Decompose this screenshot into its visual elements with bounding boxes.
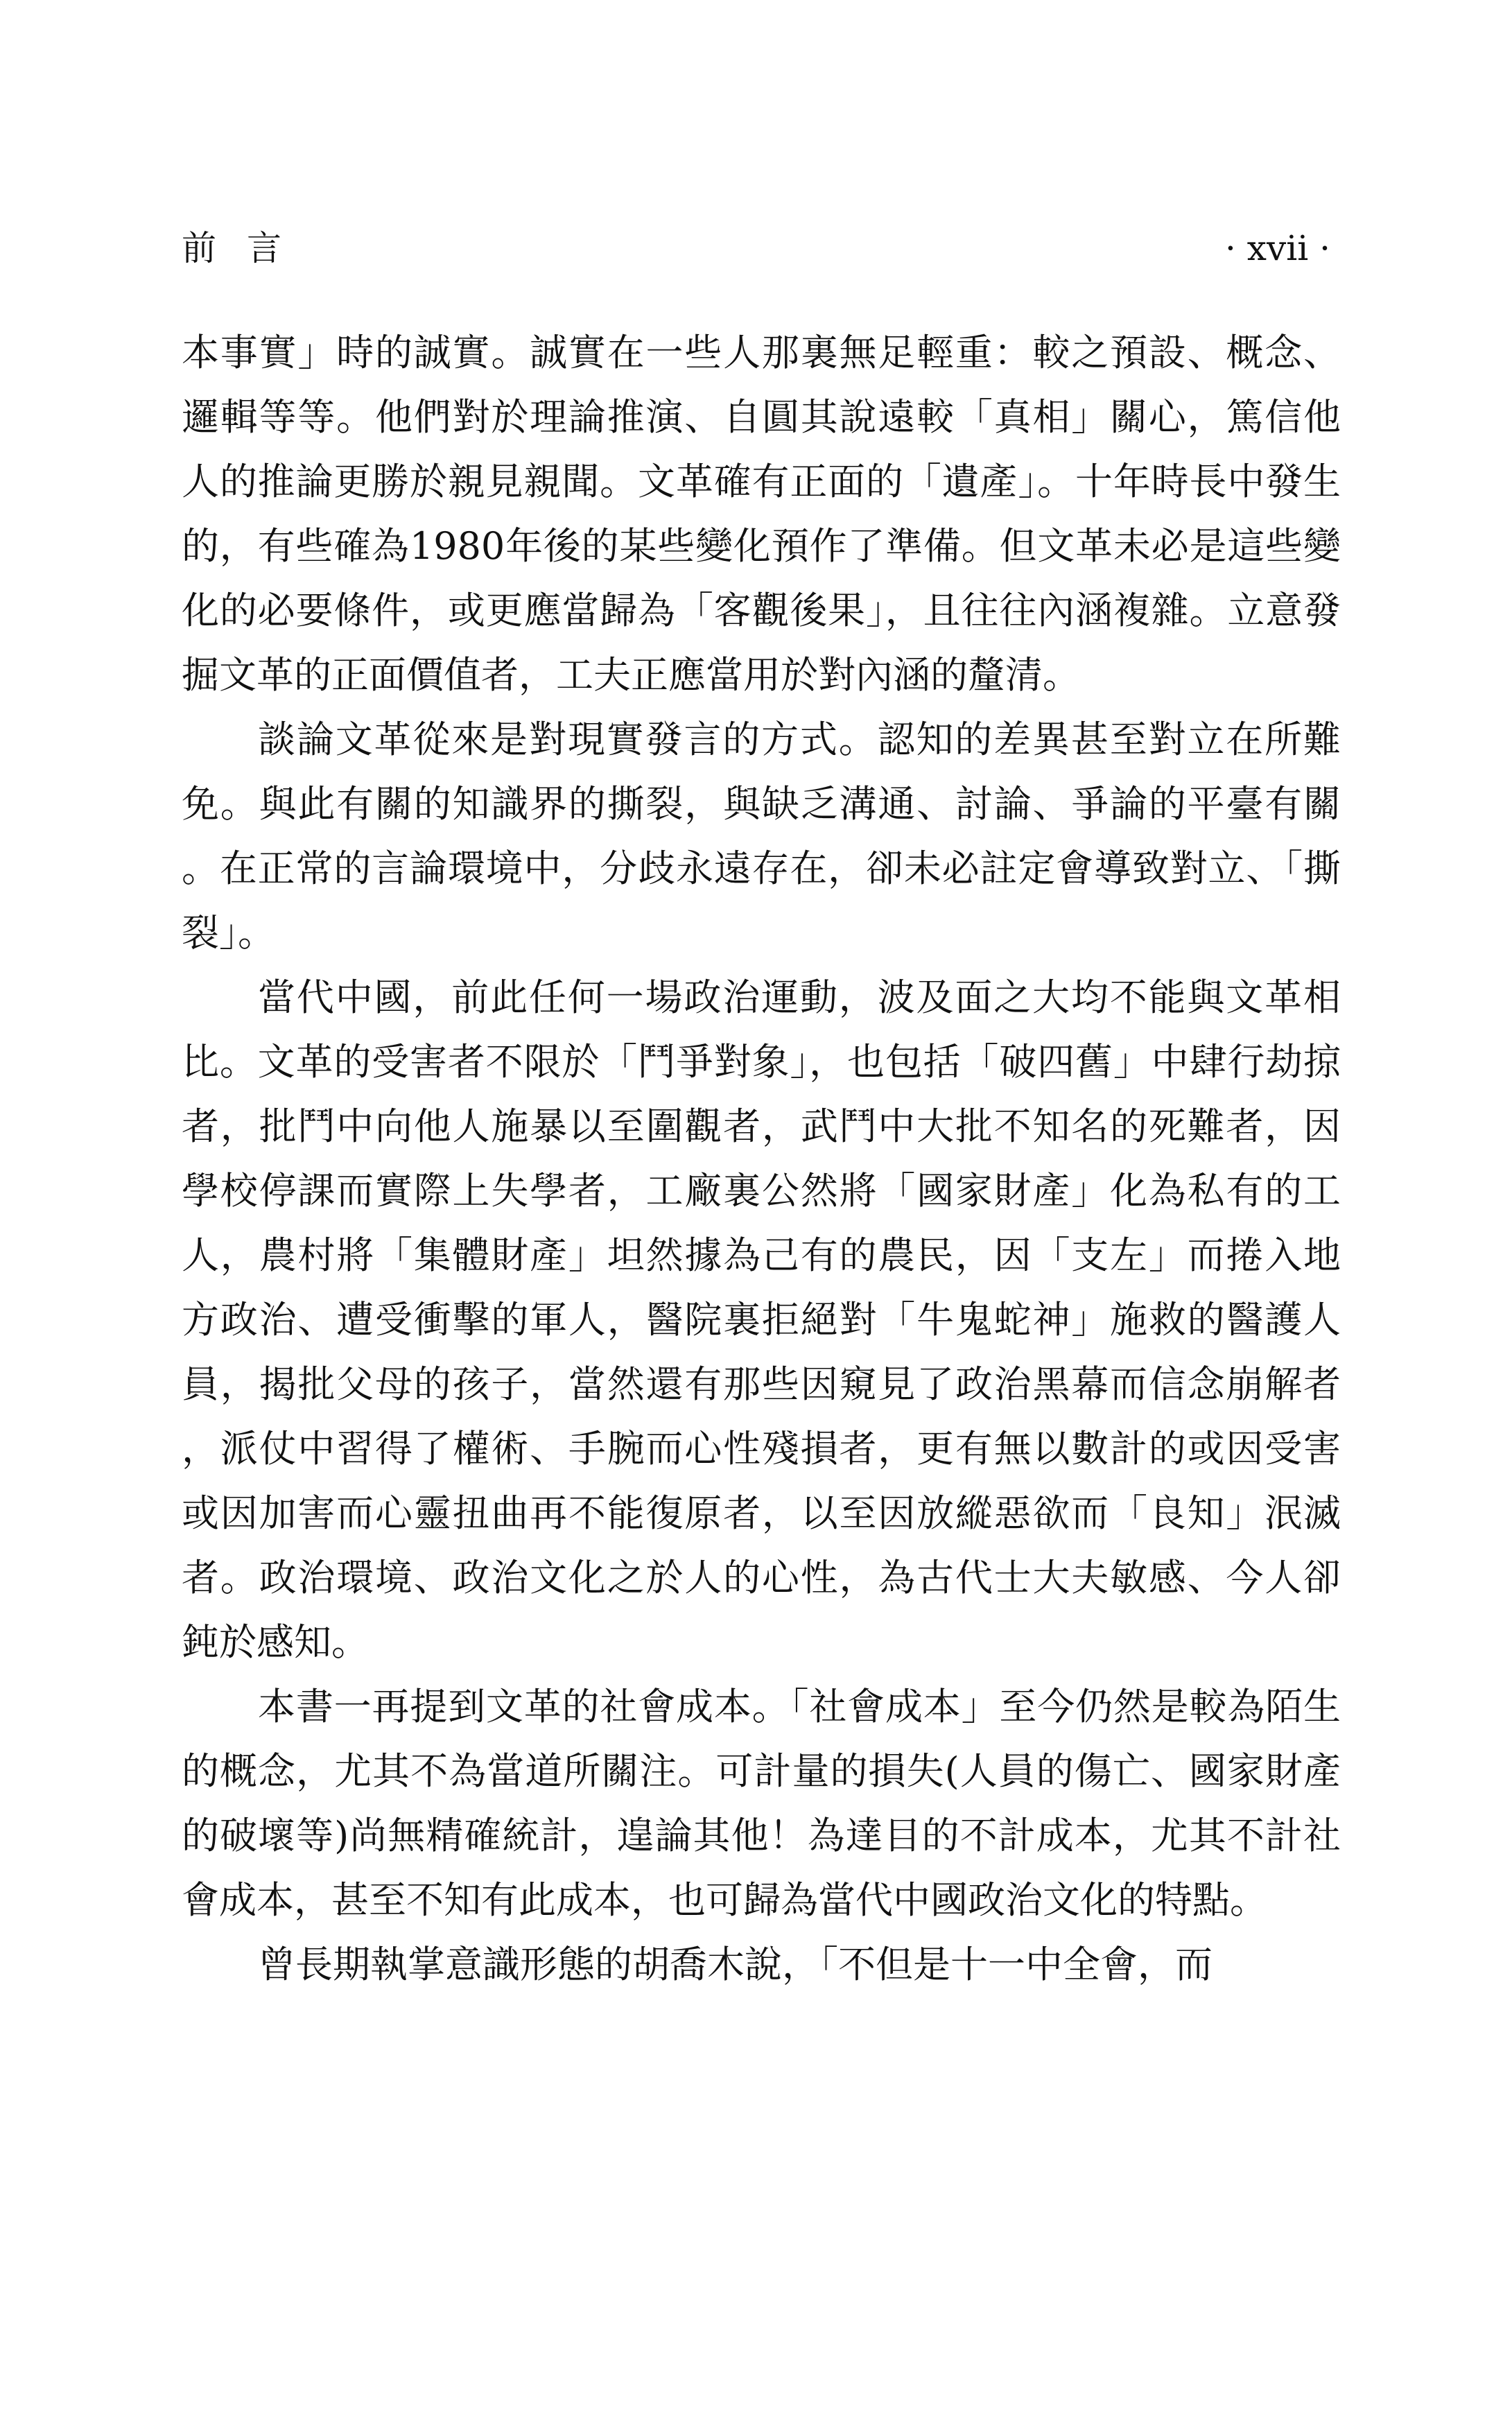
body-text — [182, 320, 1341, 1997]
page-number: · xvii · — [1224, 228, 1330, 268]
paragraph-3: 當代中國，前此任何一場政治運動，波及面之大均不能與文革相比。文革的受害者不限於「鬥爭對象」，也包括「破四舊」中肆行劫掠者，批鬥中向他人施暴以至圍觀者，武鬥中大批不知名的死難者，因學校停課而實際上失學者，工廠裏公然將「國家財產」化為私有的工人，農村將「集體財產」坦然據為己有的農民，因「支左」而捲入地方政治、遭受衝擊的軍人，醫院裏拒絕對「牛鬼蛇神」施救的醫護人員，揭批父母的孩子，當然還有那些因窺見了政治黑幕而信念崩解者，派仗中習得了權術、手腕而心性殘損者，更有無以數計的或因受害或因加害而心靈扭曲再不能復原者，以至因放縱惡欲而「良知」泯滅者。政治環境、政治文化之於人的心性，為古代士大夫敏感、今人卻鈍於感知。 — [182, 975, 1341, 1664]
section-title: 前言 — [182, 228, 312, 268]
running-head — [182, 220, 1330, 276]
paragraph-1: 本事實」時的誠實。誠實在一些人那裏無足輕重：較之預設、概念、邏輯等等。他們對於理論推演、自圓其說遠較「真相」關心，篤信他人的推論更勝於親見親聞。文革確有正面的「遺產」。十年時長中發生的，有些確為1980年後的某些變化預作了準備。但文革未必是這些變化的必要條件，或更應當歸為「客觀後果」，且往往內涵複雜。立意發掘文革的正面價值者，工夫正應當用於對內涵的釐清。 — [182, 331, 1341, 697]
paragraph-5: 曾長期執掌意識形態的胡喬木說，「不但是十一中全會，而 — [258, 1943, 1213, 1986]
paragraph-2: 談論文革從來是對現實發言的方式。認知的差異甚至對立在所難免。與此有關的知識界的撕裂，與缺乏溝通、討論、爭論的平臺有關。在正常的言論環境中，分歧永遠存在，卻未必註定會導致對立、「撕裂」。 — [182, 718, 1341, 955]
paragraph-4: 本書一再提到文革的社會成本。「社會成本」至今仍然是較為陌生的概念，尤其不為當道所關注。可計量的損失(人員的傷亡、國家財產的破壞等)尚無精確統計，遑論其他！為達目的不計成本，尤其不計社會成本，甚至不知有此成本，也可歸為當代中國政治文化的特點。 — [182, 1685, 1341, 1922]
